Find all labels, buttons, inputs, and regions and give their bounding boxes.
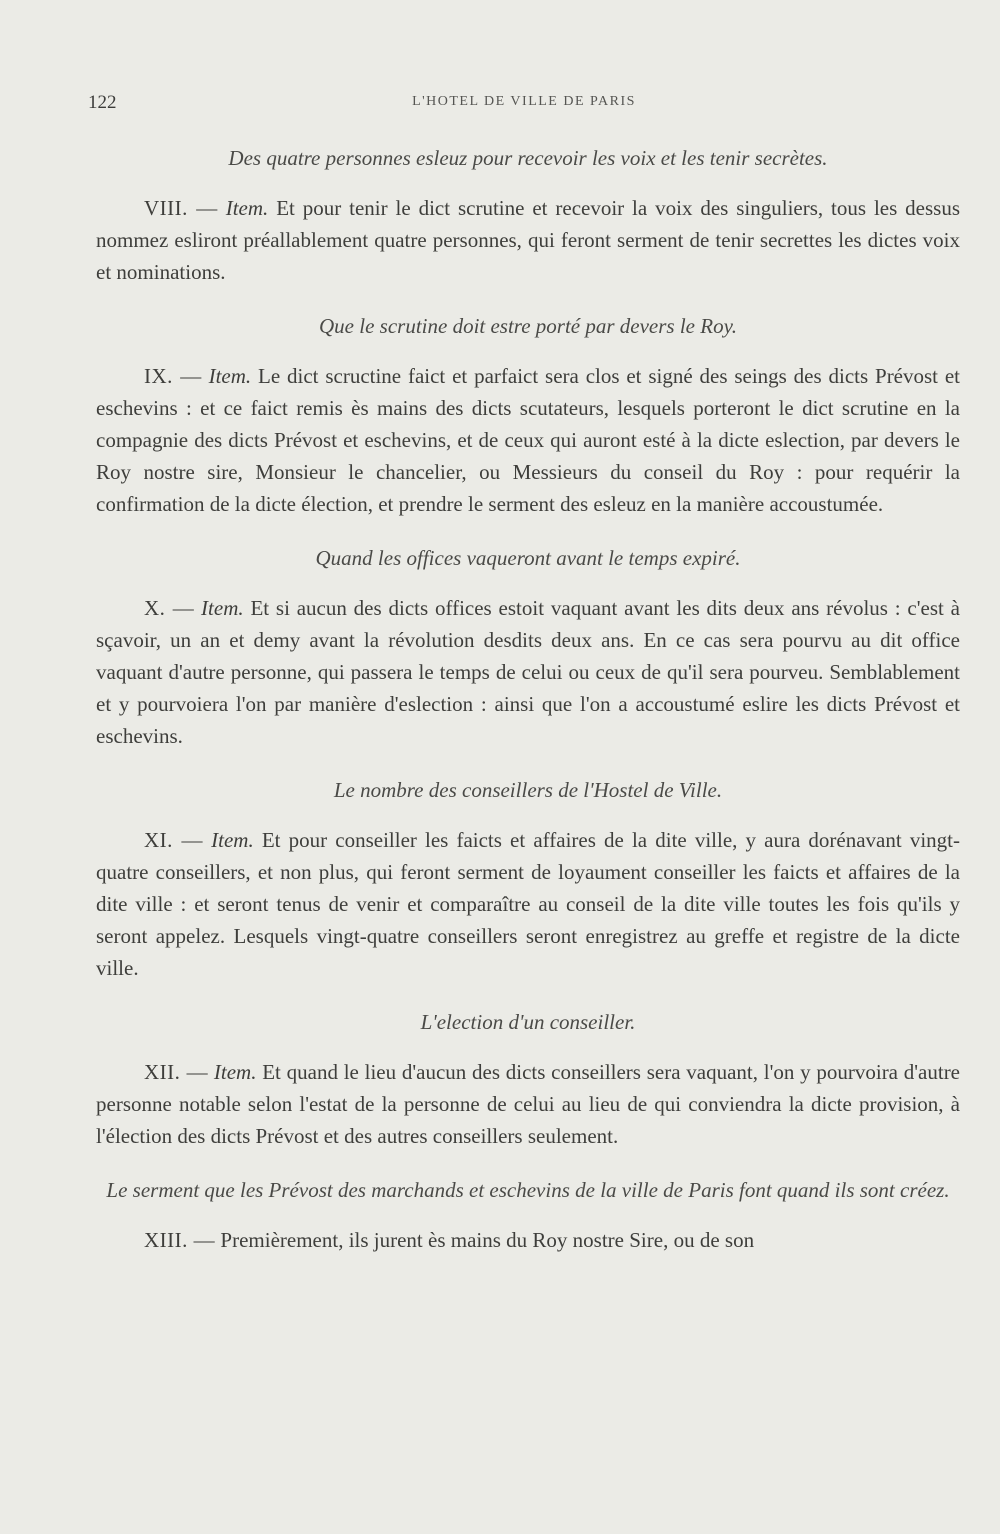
section-heading: Le nombre des conseillers de l'Hostel de Ville.	[333, 778, 723, 802]
item-word: Item.	[213, 1060, 257, 1084]
item-word: Item.	[201, 596, 244, 620]
article-number: XIII. —	[144, 1228, 216, 1252]
article-number: IX. —	[144, 364, 202, 388]
article-text: Et pour tenir le dict scrutine et recevoir la voix des singuliers, tous les dessus nommez esliront préallablement quatre personnes, qui feront serment de tenir secrettes les dictes voix et nominations.	[96, 196, 961, 284]
section-heading: Que le scrutine doit estre porté par devers le Roy.	[319, 314, 737, 338]
section-heading: Quand les offices vaqueront avant le temps expiré.	[315, 546, 741, 570]
article-paragraph	[96, 1224, 960, 1256]
article-text: Et si aucun des dicts offices estoit vaquant avant les dits deux ans révolus : c'est à sçavoir, un an et demy avant la révolution desdits deux ans. En ce cas sera pourvu au dit office vaquant d'autre personne, qui passera le temps de celui ou ceux de qu'il sera pourveu. Semblablement et y pourvoiera l'on par manière d'eslection : ainsi que l'on a accoustumé eslire les dicts Prévost et eschevins.	[96, 596, 960, 748]
article-text: Et pour conseiller les faicts et affaires de la dite ville, y aura dorénavant vingt-quatre conseillers, et non plus, qui feront serment de loyaument conseiller les faicts et affaires de la dite ville : et seront tenus de venir et comparaître au conseil de la dite ville toutes les fois qu'ils y seront appelez. Lesquels vingt-quatre conseillers seront enregistrez au greffe et registre de la dicte ville.	[96, 828, 960, 980]
article-paragraph	[96, 360, 960, 520]
article-number: X. —	[144, 596, 195, 620]
article-number: VIII. —	[144, 196, 218, 220]
item-word: Item.	[208, 364, 252, 388]
page-number: 122	[88, 92, 117, 113]
page-body	[96, 142, 960, 1256]
page-header	[88, 92, 960, 116]
article-paragraph	[96, 592, 960, 752]
article-paragraph	[96, 1056, 960, 1152]
article-text: Et quand le lieu d'aucun des dicts conseillers sera vaquant, l'on y pourvoira d'autre personne notable selon l'estat de la personne de celui au lieu de qui conviendra la dicte provision, à l'élection des dicts Prévost et des autres conseillers seulement.	[96, 1060, 961, 1148]
article-paragraph	[96, 824, 960, 984]
item-word: Item.	[225, 196, 269, 220]
running-title: L'HOTEL DE VILLE DE PARIS	[412, 94, 636, 109]
article-number: XI. —	[144, 828, 204, 852]
article-paragraph	[96, 192, 960, 288]
section-heading: Le serment que les Prévost des marchands et eschevins de la ville de Paris font quand ils sont créez.	[106, 1178, 950, 1202]
item-word: Item.	[211, 828, 254, 852]
section-heading: Des quatre personnes esleuz pour recevoir les voix et les tenir secrètes.	[228, 146, 828, 170]
article-number: XII. —	[144, 1060, 209, 1084]
section-heading: L'election d'un conseiller.	[420, 1010, 636, 1034]
article-text: Premièrement, ils jurent ès mains du Roy nostre Sire, ou de son	[220, 1228, 755, 1252]
article-text: Le dict scructine faict et parfaict sera clos et signé des seings des dicts Prévost et eschevins : et ce faict remis ès mains des dicts scutateurs, lesquels porteront le dict scrutine en la compagnie des dicts Prévost et eschevins, et de ceux qui auront esté à la dicte eslection, par devers le Roy nostre sire, Monsieur le chancelier, ou Messieurs du conseil du Roy : pour requérir la confirmation de la dicte élection, et prendre le serment des esleuz en la manière accoustumée.	[96, 364, 961, 516]
